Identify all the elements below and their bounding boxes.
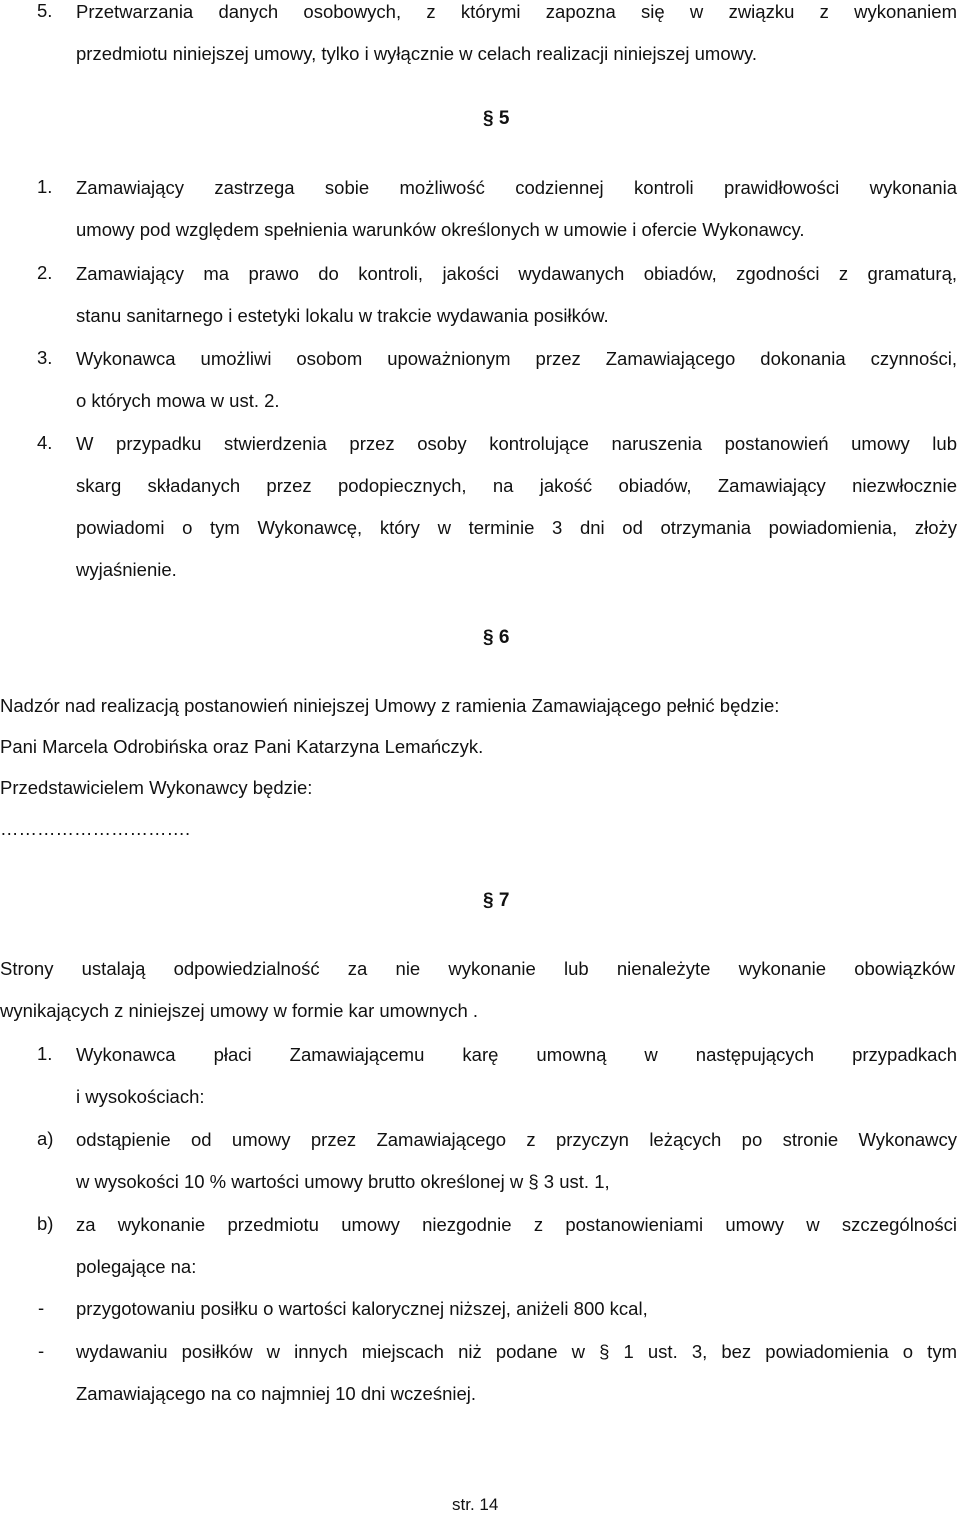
supervision-paragraph: Nadzór nad realizacją postanowień niniejszej Umowy z ramienia Zamawiającego pełnić będzie: Pani Marcela Odrobińska oraz Pani Katarzyna Lemańczyk. Przedstawicielem Wykonawcy będzie: …………………………. <box>0 694 955 841</box>
page-number: str. 14 <box>452 1495 499 1514</box>
liability-paragraph: Strony ustalają odpowiedzialność za nie wykonanie lub nienależyte wykonanie obowiązków wynikających z niniejszej umowy w formie kar umownych . <box>0 958 955 1021</box>
section-heading-5: § 5 <box>483 108 510 129</box>
section-heading-6: § 6 <box>483 627 510 648</box>
document-page: 5. Przetwarzania danych osobowych, z którymi zapozna się w związku z wykonaniem przedmiotu niniejszej umowy, tylko i wyłącznie w celach realizacji niniejszej umowy. § 5 1. Zamawiający zastrzega sobie możliwość codziennej kontroli prawidłowości wykonania umowy pod względem spełnienia warunków określonych w umowie i ofercie Wykonawcy. 2. Zamawiający ma prawo do kontroli, jakości wydawanych obiadów, zgodności z gramaturą, stanu sanitarnego i estetyki lokalu w trakcie wydawania posiłków. 3. Wykonawca umożliwi osobom upoważnionym przez Zamawiającego dokonania czynności, o których mowa w ust. 2. 4. W przypadku stwierdzenia przez osoby kontrolujące naruszenia postanowień umowy lub skarg składanych przez podopiecznych, na jakość obiadów, Zamawiający niezwłocznie powiadomi o tym Wykonawcę, który w terminie 3 dni od otrzymania powiadomienia, złoży wyjaśnienie. § 6 Nadzór nad realizacją postanowień niniejszej Umowy z ramienia Zamawiającego pełnić będzie: Pani Marcela Odrobińska oraz Pani Katarzyna Lemańczyk. Przedstawicielem Wykonawcy będzie: …………………………. § 7 Strony ustalają odpowiedzialność za nie wykonanie lub nienależyte wykonanie obowiązków wynikających z niniejszej umowy w formie kar umownych . 1. Wykonawca płaci Zamawiającemu karę umowną w następujących przypadkach i wysokościach: a) odstąpienie od umowy przez Zamawiającego z przyczyn leżących po stronie Wykonawcy w wysokości 10 % wartości umowy brutto określonej w § 3 ust. 1, b) za wykonanie przedmiotu umowy niezgodnie z postanowieniami umowy w szczególności polegające na: - przygotowaniu posiłku o wartości kalorycznej niższej, aniżeli 800 kcal, - wydawaniu posiłków w innych miejscach niż podane w § 1 ust. 3, bez powiadomienia o tym Zamawiającego na co najmniej 10 dni wcześniej. str. 14 <box>0 0 957 1514</box>
item-number: 5. <box>37 0 53 21</box>
item-text: Przetwarzania danych osobowych, z którymi zapozna się w związku z wykonaniem przedmiotu niniejszej umowy, tylko i wyłącznie w celach realizacji niniejszej umowy. <box>76 1 957 64</box>
section-heading-7: § 7 <box>483 890 510 911</box>
representative-placeholder: …………………………. <box>0 818 191 839</box>
